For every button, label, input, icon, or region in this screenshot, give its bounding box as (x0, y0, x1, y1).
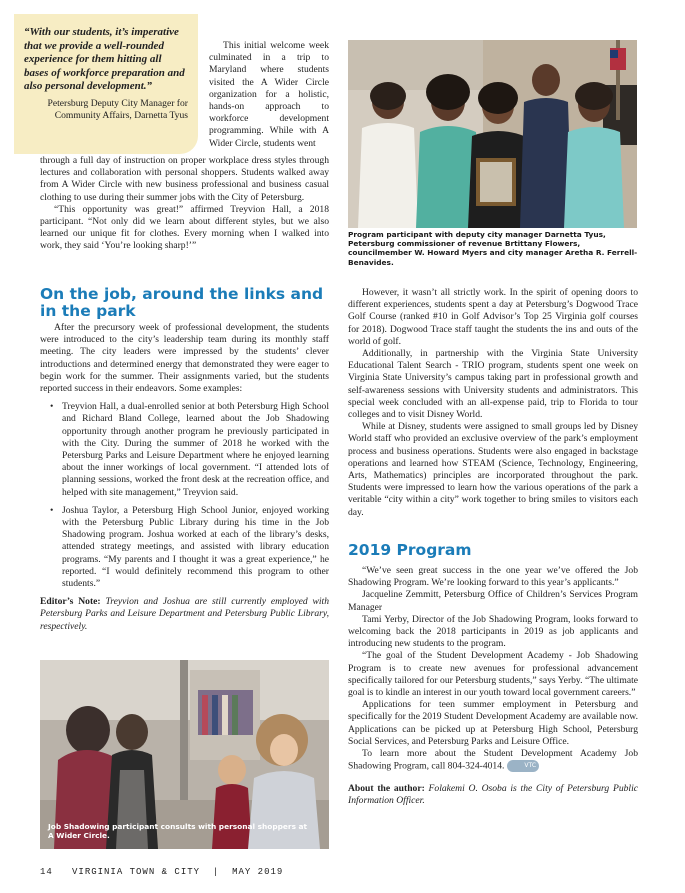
photo-caption-left: Job Shadowing participant consults with personal shoppers at A Wider Circle. (48, 822, 308, 841)
photo-job-shadowing (40, 660, 329, 849)
zemmitt-attribution: Jacqueline Zemmitt, Petersburg Office of Children’s Services Program Manager (348, 589, 638, 613)
trio-paragraph: Additionally, in partnership with the Virginia State University Educational Talent Search - TRIO program, students spent one week on Virginia State University’s campus taking part in professional growth and self-awareness sessions with University students and administrators. This special week concluded with an all-expense paid, trip to Florida to tour colleges and to visit Disney World. (348, 348, 638, 421)
issue-date: MAY 2019 (232, 867, 284, 877)
yerby-paragraph: Tami Yerby, Director of the Job Shadowing Program, looks forward to welcoming back the 2018 participants in 2019 as job applicants and introducing new students to the program. (348, 613, 638, 650)
right-body-top (348, 287, 638, 519)
photo-caption-right: Program participant with deputy city manager Darnetta Tyus, Petersburg commissioner of revenue Brtittany Flowers, councilmember W. Howard Myers and city manager Aretha R. Ferrell-Benavides. (348, 230, 638, 267)
pull-quote-text: “With our students, it’s imperative that we provide a well-rounded experience for them hitting all bases of workforce preparation and also personal development.” (24, 26, 185, 93)
about-author-label: About the author: (348, 782, 425, 794)
photo-program-participant (348, 40, 637, 228)
examples-list (40, 401, 329, 590)
pull-quote-attribution: Petersburg Deputy City Manager for Community Affairs, Darnetta Tyus (47, 97, 188, 121)
about-author-text: Folakemi O. Osoba is the City of Petersburg Public Information Officer. (348, 782, 639, 806)
hall-quote-paragraph: “This opportunity was great!” affirmed Treyvion Hall, a 2018 participant. “Not only did we learn about different styles, but we also learned our unique fit for clothes. Every morning when I walked into work, they said ‘You’re looking sharp!’” (40, 203, 329, 252)
section-heading-2019: 2019 Program (348, 541, 472, 559)
contact-paragraph: To learn more about the Student Development Academy Job Shadowing Program, call 804-324-4014. VTC (348, 748, 638, 772)
list-item: • Joshua Taylor, a Petersburg High School Junior, enjoyed working with the Petersburg Public Library during his time in the Job Shadowing program. Joshua worked at each of the library’s desks, attended strategy meetings, and assisted with library education programs. “My parents and I thought it was a great experience,” he reported. “I would definitely recommend this program to other students.” (62, 505, 329, 590)
zemmitt-quote: “We’ve seen great success in the one year we’ve offered the Job Shadowing Program. We’re looking forward to this year’s applicants.” (348, 565, 638, 589)
publication-name: VIRGINIA TOWN & CITY (72, 867, 201, 877)
about-author (348, 783, 638, 807)
intro-continuation: through a full day of instruction on proper workplace dress styles through lectures and collaboration with personal shoppers. Students walked away from A Wider Circle with new business professional and business casual clothing to use during their summer jobs with the City of Petersburg. (40, 155, 329, 203)
photo-illustration (40, 660, 329, 849)
list-item: • Treyvion Hall, a dual-enrolled senior at both Petersburg High School and Richard Bland College, learned about the Job Shadowing opportunity through another program he previously participated in with the City. During the summer of 2018 he worked with the Petersburg Parks and Leisure Department where he enjoyed learning about the inner workings of local government. “I attended lots of planning sessions, worked the front desk at the recreation office, and helped with site management,” Treyvion said. (62, 401, 329, 499)
section-heading-job: On the job, around the links and in the park (40, 285, 324, 320)
editor-note-label: Editor’s Note: (40, 596, 101, 608)
page-footer (40, 867, 283, 877)
page-number: 14 (40, 867, 53, 877)
editor-note-text: Treyvion and Joshua are still currently employed with Petersburg Parks and Leisure Department and Petersburg Public Library, respectively. (40, 596, 330, 632)
photo-group-illustration (348, 40, 637, 228)
golf-paragraph: However, it wasn’t all strictly work. In the spirit of opening doors to different experiences, students spent a day at Petersburg’s Dogwood Trace Golf Course (ranked #10 in Golf Advisor’s Top 25 Virginia golf courses for 2018). Dogwood Trace staff taught the students the ins and outs of the world of golf. (348, 287, 638, 347)
footer-separator: | (212, 867, 220, 877)
pull-quote-box (14, 14, 198, 154)
intro-narrow: This initial welcome week culminated in a trip to Maryland where students visited the A Wider Circle organization for a holistic, hands-on approach to workforce development programming. While with A Wider Circle, students went (209, 40, 329, 149)
left-body (40, 322, 329, 633)
disney-paragraph: While at Disney, students were assigned to small groups led by Disney World staff who provided an exclusive overview of the park’s employment process and business operations. Students were also engaged in backstage operations and learned how STEAM (Science, Technology, Engineering, Arts, Mathematics) principles are incorporated throughout the park. Students were impressed to learn how the various operations of the park a veritable “city within a city” work together to bring smiles to visitors each day. (348, 421, 638, 518)
applications-paragraph: Applications for teen summer employment in Petersburg and specifically for the 2019 Student Development Academy are available now. Applications can be picked up at Petersburg High School, Petersburg Social Services, and Petersburg Parks and Leisure Office. (348, 699, 638, 747)
end-mark-icon: VTC (507, 760, 539, 772)
intro-full-text (40, 155, 329, 253)
goal-paragraph: “The goal of the Student Development Academy - Job Shadowing Program is to create new avenues for professional advancement specifically tailored for our Petersburg students,” says Yerby. “The ultimate goal is to kindle an interest in our youth toward local government careers.” (348, 650, 638, 699)
editor-note (40, 596, 329, 633)
right-body-bottom (348, 565, 638, 807)
after-heading-paragraph: After the precursory week of professional development, the students were introduced to the city’s leadership team during its monthly staff meeting. The city leaders were impressed by the students’ clever introductions and determined energy that demonstrated they were eager to begin work for the summer. Their assignments varied, but the students reported success in their endeavors. Some examples: (40, 322, 329, 395)
